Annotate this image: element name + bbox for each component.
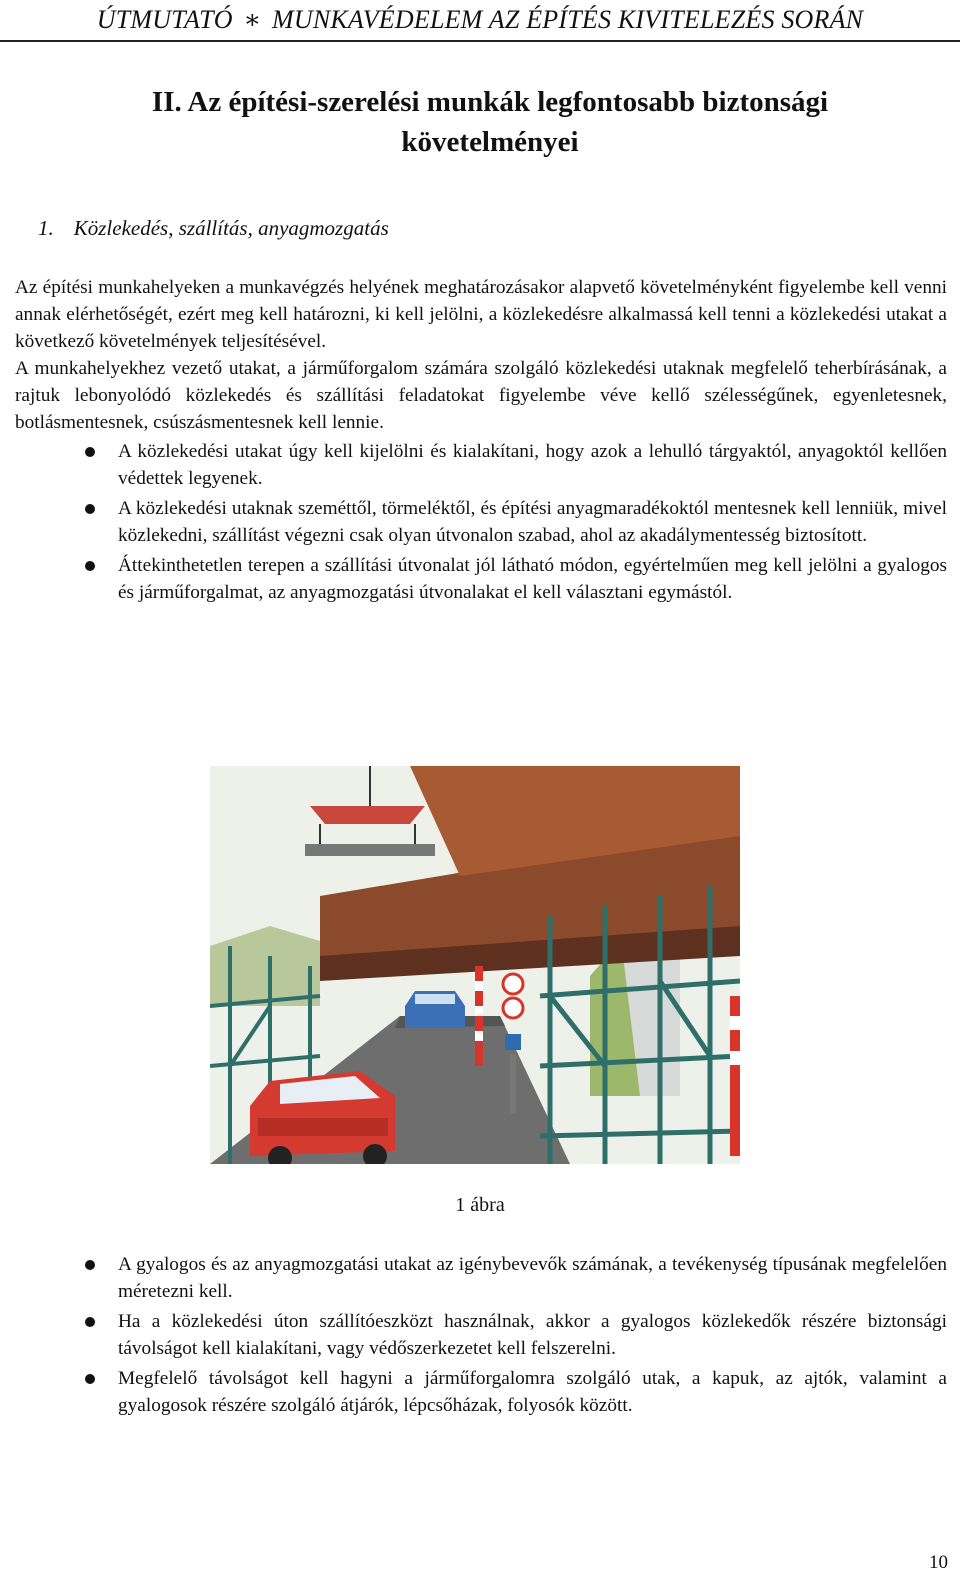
- bullet-list-bottom: [15, 1251, 947, 1419]
- chapter-title-line-1: II. Az építési-szerelési munkák legfontosabb biztonsági: [151, 86, 829, 118]
- chapter-title: [60, 82, 920, 162]
- header-right: MUNKAVÉDELEM AZ ÉPÍTÉS KIVITELEZÉS SORÁN: [272, 5, 864, 34]
- paragraph: A munkahelyekhez vezető utakat, a járműforgalom számára szolgáló közlekedési utaknak megfelelő teherbírásának, a rajtuk lebonyolódó közlekedés és szállítási feladatokat figyelembe véve kellő szélességűnek, egyenletesnek, botlásmentesnek, csúszásmentesnek kell lennie.: [15, 358, 947, 433]
- figure-construction-illustration: [210, 766, 740, 1164]
- paragraph: Az építési munkahelyeken a munkavégzés helyének meghatározásakor alapvető követelményként figyelembe kell venni annak elérhetőségét, ezért meg kell határozni, ki kell jelölni, a közlekedésre alkalmassá kell tenni a közlekedési utakat a következő követelmények teljesítésével.: [15, 277, 947, 352]
- list-item-text: Áttekinthetetlen terepen a szállítási útvonalat jól látható módon, egyértelműen meg kell jelölni a gyalogos és járműforgalmat, az anyagmozgatási útvonalakat el kell választani egymástól.: [118, 555, 947, 603]
- section-title: Közlekedés, szállítás, anyagmozgatás: [73, 216, 389, 240]
- list-item-text: A közlekedési utaknak szeméttől, törmeléktől, és építési anyagmaradékoktól mentesnek kell lenniük, mivel közlekedni, szállítást végezni csak olyan útvonalon szabad, ahol az akadálymentesség biztosított.: [118, 498, 947, 546]
- list-item-text: A gyalogos és az anyagmozgatási utakat az igénybevevők számának, a tevékenység típusának megfelelően méretezni kell.: [118, 1254, 947, 1302]
- list-item: [15, 552, 947, 606]
- text-block-top: [15, 274, 947, 609]
- bullet-icon: [85, 447, 95, 457]
- chapter-title-line-2: követelményei: [401, 126, 579, 158]
- list-item: [15, 1365, 947, 1419]
- page-number: 10: [929, 1552, 948, 1573]
- list-item: [15, 1251, 947, 1305]
- header-separator: ∗: [243, 5, 262, 34]
- page-header: [0, 0, 960, 42]
- list-item-text: A közlekedési utakat úgy kell kijelölni és kialakítani, hogy azok a lehulló tárgyaktól, anyagoktól kellően védettek legyenek.: [118, 441, 947, 489]
- list-item: [15, 438, 947, 492]
- figure-caption: 1 ábra: [455, 1194, 505, 1216]
- list-item-text: Ha a közlekedési úton szállítóeszközt használnak, akkor a gyalogos közlekedők részére biztonsági távolságot kell kialakítani, vagy védőszerkezetet kell felszerelni.: [118, 1311, 947, 1359]
- header-left: ÚTMUTATÓ: [96, 5, 233, 34]
- section-heading: [38, 216, 389, 241]
- bullet-icon: [85, 1317, 95, 1327]
- bullet-list-top: [15, 438, 947, 606]
- section-number: 1.: [38, 216, 54, 240]
- bullet-icon: [85, 504, 95, 514]
- construction-scene-illustration: [210, 766, 740, 1164]
- bullet-icon: [85, 1260, 95, 1270]
- bullet-icon: [85, 1374, 95, 1384]
- list-item: [15, 1308, 947, 1362]
- text-block-bottom: [15, 1251, 947, 1422]
- list-item: [15, 495, 947, 549]
- list-item-text: Megfelelő távolságot kell hagyni a járműforgalomra szolgáló utak, a kapuk, az ajtók, valamint a gyalogosok részére szolgáló átjárók, lépcsőházak, folyosók között.: [118, 1368, 947, 1416]
- bullet-icon: [85, 561, 95, 571]
